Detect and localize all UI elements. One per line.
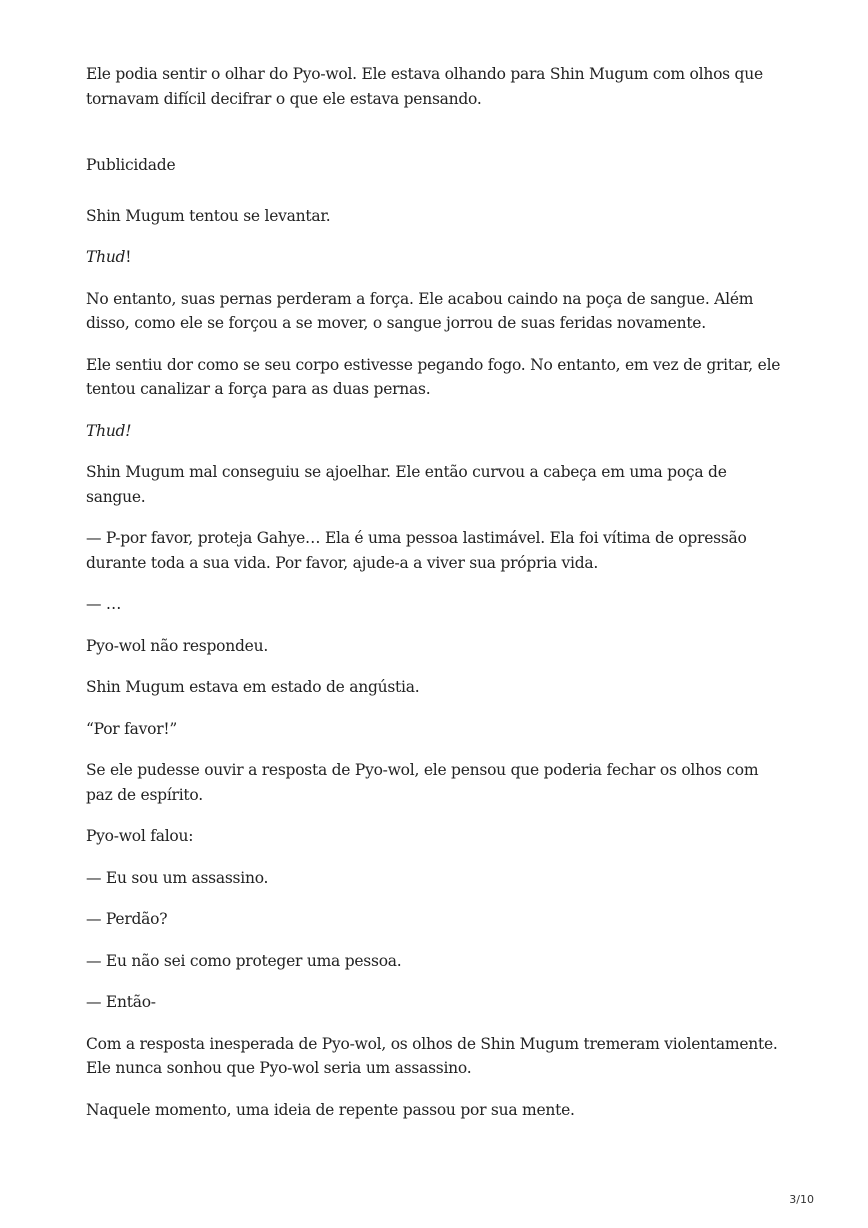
- advertisement-label: Publicidade: [86, 156, 176, 174]
- paragraph: Shin Mugum tentou se levantar.: [86, 206, 331, 225]
- paragraph: Ele podia sentir o olhar do Pyo-wol. Ele estava olhando para Shin Mugum com olhos que tornavam difícil decifrar o que ele estava pensando.: [86, 65, 763, 108]
- paragraph: — Então-: [86, 993, 156, 1011]
- paragraph: Com a resposta inesperada de Pyo-wol, os olhos de Shin Mugum tremeram violentamente. Ele nunca sonhou que Pyo-wol seria um assassino.: [86, 1034, 778, 1077]
- document-body: [86, 62, 786, 1122]
- italic-sound: Thud: [86, 248, 126, 266]
- paragraph: Shin Mugum estava em estado de angústia.: [86, 678, 420, 696]
- paragraph: Ele sentiu dor como se seu corpo estivesse pegando fogo. No entanto, em vez de gritar, ele tentou canalizar a força para as duas pernas.: [86, 355, 781, 398]
- paragraph: — Perdão?: [86, 910, 168, 928]
- paragraph: Shin Mugum mal conseguiu se ajoelhar. Ele então curvou a cabeça em uma poça de sangue.: [86, 463, 727, 506]
- paragraph: Pyo-wol falou:: [86, 827, 194, 845]
- paragraph: — Eu sou um assassino.: [86, 868, 269, 887]
- paragraph: — …: [86, 595, 122, 613]
- paragraph: Naquele momento, uma ideia de repente passou por sua mente.: [86, 1100, 575, 1119]
- paragraph: — Eu não sei como proteger uma pessoa.: [86, 951, 402, 970]
- paragraph: Pyo-wol não respondeu.: [86, 636, 268, 655]
- paragraph: “Por favor!”: [86, 719, 178, 738]
- paragraph: Thud!: [86, 421, 132, 440]
- paragraph: — P-por favor, proteja Gahye… Ela é uma pessoa lastimável. Ela foi vítima de opressão durante toda a sua vida. Por favor, ajude-a a viver sua própria vida.: [86, 529, 747, 572]
- paragraph: Thud!: [86, 248, 132, 266]
- paragraph: No entanto, suas pernas perderam a força. Ele acabou caindo na poça de sangue. Além disso, como ele se forçou a se mover, o sangue jorrou de suas feridas novamente.: [86, 289, 754, 332]
- paragraph: Se ele pudesse ouvir a resposta de Pyo-wol, ele pensou que poderia fechar os olhos com paz de espírito.: [86, 761, 759, 804]
- page-number: 3/10: [789, 1193, 814, 1206]
